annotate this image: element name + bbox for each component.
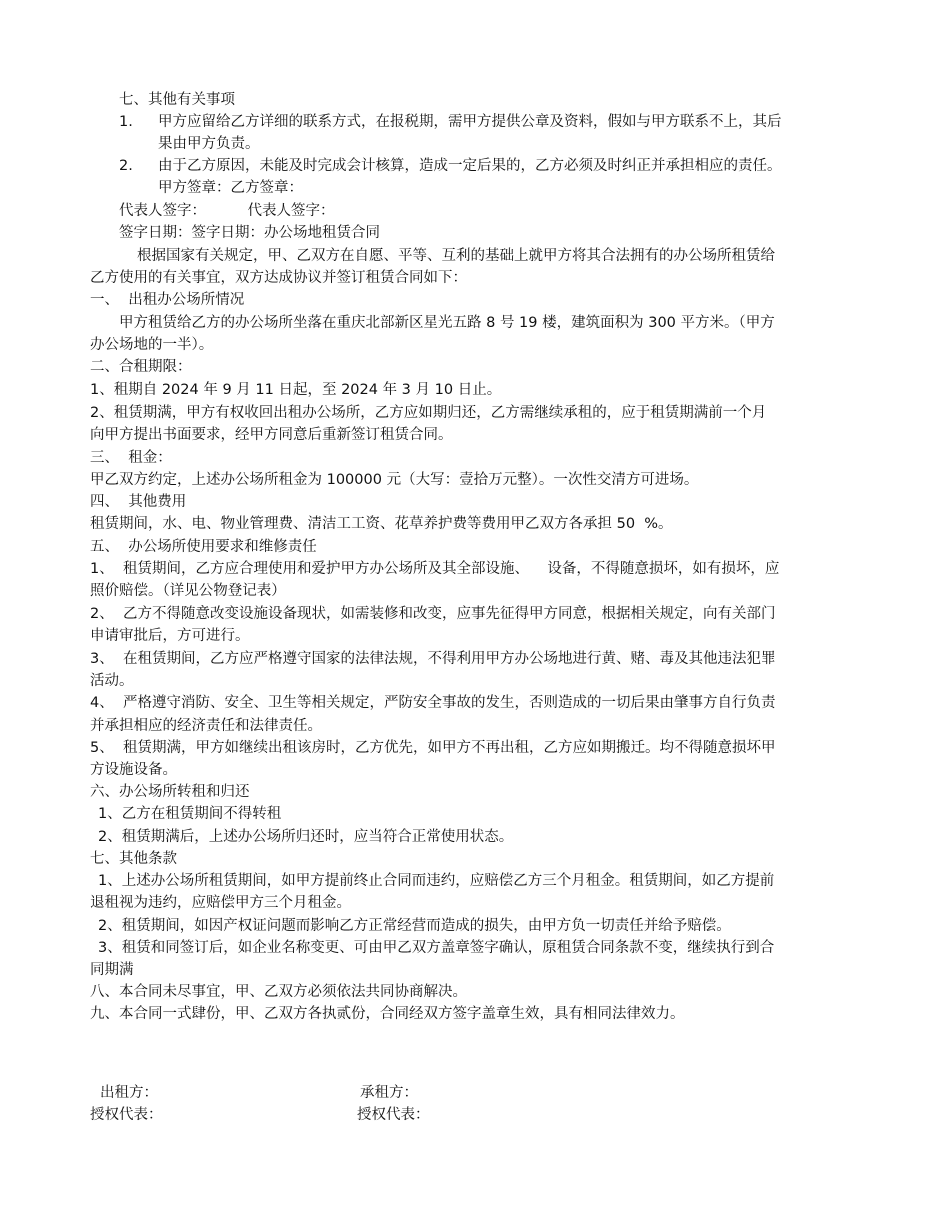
section-heading: 三、 租金： (90, 450, 172, 466)
lessor-rep-label: 授权代表： (90, 1107, 163, 1123)
paragraph-text: 同期满 (90, 962, 134, 978)
paragraph-text: 1、租期自 2024 年 9 月 11 日起，至 2024 年 3 月 10 日止。 (90, 382, 502, 398)
heading-other-matters: 七、其他有关事项 (119, 92, 235, 108)
section-heading: 二、合租期限： (90, 359, 192, 375)
paragraph-text: 九、本合同一式肆份，甲、乙双方各执贰份，合同经双方签字盖章生效，具有相同法律效力。 (90, 1006, 685, 1022)
item-number: 2. (119, 158, 133, 174)
paragraph-text: 3、租赁和同签订后，如企业名称变更、可由甲乙双方盖章签字确认，原租赁合同条款不变，继续执行到合 (98, 940, 775, 956)
paragraph-text: 5、 租赁期满，甲方如继续出租该房时，乙方优先，如甲方不再出租，乙方应如期搬迁。均不得随意损坏甲 (90, 740, 776, 756)
paragraph-text: 2、租赁期满后，上述办公场所归还时，应当符合正常使用状态。 (98, 829, 514, 845)
paragraph-text: 方设施设备。 (90, 762, 177, 778)
seal-line: 甲方签章：乙方签章： (158, 180, 303, 196)
paragraph-text: 3、 在租赁期间，乙方应严格遵守国家的法律法规，不得利用甲方办公场地进行黄、赌、毒及其他违法犯罪 (90, 651, 776, 667)
paragraph-text: 1、 租赁期间，乙方应合理使用和爱护甲方办公场所及其全部设施、 设备，不得随意损坏，如有损坏，应 (90, 561, 780, 577)
paragraph-text: 4、 严格遵守消防、安全、卫生等相关规定，严防安全事故的发生，否则造成的一切后果由肇事方自行负责 (90, 695, 776, 711)
section-heading: 五、 办公场所使用要求和维修责任 (90, 539, 317, 555)
paragraph-text: 2、租赁期满，甲方有权收回出租办公场所，乙方应如期归还，乙方需继续承租的，应于租赁期满前一个月 (90, 405, 767, 421)
paragraph-text: 2、租赁期间，如因产权证问题而影响乙方正常经营而造成的损失，由甲方负一切责任并给予赔偿。 (98, 918, 731, 934)
item-text: 由于乙方原因，未能及时完成会计核算，造成一定后果的，乙方必须及时纠正并承担相应的责任。 (158, 158, 782, 174)
paragraph-text: 照价赔偿。（详见公物登记表） (90, 583, 286, 599)
paragraph-text: 活动。 (90, 673, 134, 689)
lessor-label: 出租方： (100, 1085, 158, 1101)
section-heading: 四、 其他费用 (90, 494, 187, 510)
section-heading: 六、办公场所转租和归还 (90, 784, 250, 800)
representative-line: 代表人签字： 代表人签字： (119, 203, 335, 219)
item-text: 果由甲方负责。 (158, 136, 260, 152)
lessee-label: 承租方： (360, 1085, 418, 1101)
section-heading: 一、 出租办公场所情况 (90, 292, 245, 308)
item-number: 1. (119, 114, 133, 130)
paragraph-text: 向甲方提出书面要求，经甲方同意后重新签订租赁合同。 (90, 427, 453, 443)
item-text: 甲方应留给乙方详细的联系方式，在报税期，需甲方提供公章及资料，假如与甲方联系不上，其后 (158, 114, 782, 130)
paragraph-text: 八、本合同未尽事宜，甲、乙双方必须依法共同协商解决。 (90, 984, 467, 1000)
paragraph-text: 并承担相应的经济责任和法律责任。 (90, 718, 322, 734)
paragraph-text: 租赁期间，水、电、物业管理费、清洁工工资、花草养护费等费用甲乙双方各承担 50 %。 (90, 516, 673, 532)
paragraph-text: 办公场地的一半）。 (90, 337, 214, 353)
paragraph-text: 甲方租赁给乙方的办公场所坐落在重庆北部新区星光五路 8 号 19 楼，建筑面积为 300 平方米。（甲方 (119, 315, 775, 331)
paragraph-text: 1、乙方在租赁期间不得转租 (98, 806, 282, 822)
section-heading: 七、其他条款 (90, 851, 177, 867)
intro-text: 乙方使用的有关事宜，双方达成协议并签订租赁合同如下： (90, 270, 467, 286)
lessee-rep-label: 授权代表： (357, 1107, 430, 1123)
date-title-line: 签字日期：签字日期：办公场地租赁合同 (119, 225, 380, 241)
paragraph-text: 退租视为违约，应赔偿甲方三个月租金。 (90, 895, 351, 911)
paragraph-text: 申请审批后，方可进行。 (90, 628, 250, 644)
intro-text: 根据国家有关规定，甲、乙双方在自愿、平等、互利的基础上就甲方将其合法拥有的办公场所租赁给 (137, 248, 775, 264)
paragraph-text: 1、上述办公场所租赁期间，如甲方提前终止合同而违约，应赔偿乙方三个月租金。租赁期间，如乙方提前 (98, 873, 775, 889)
paragraph-text: 2、 乙方不得随意改变设施设备现状，如需装修和改变，应事先征得甲方同意，根据相关规定，向有关部门 (90, 606, 776, 622)
paragraph-text: 甲乙双方约定，上述办公场所租金为 100000 元（大写：壹拾万元整）。一次性交清方可进场。 (90, 472, 699, 488)
